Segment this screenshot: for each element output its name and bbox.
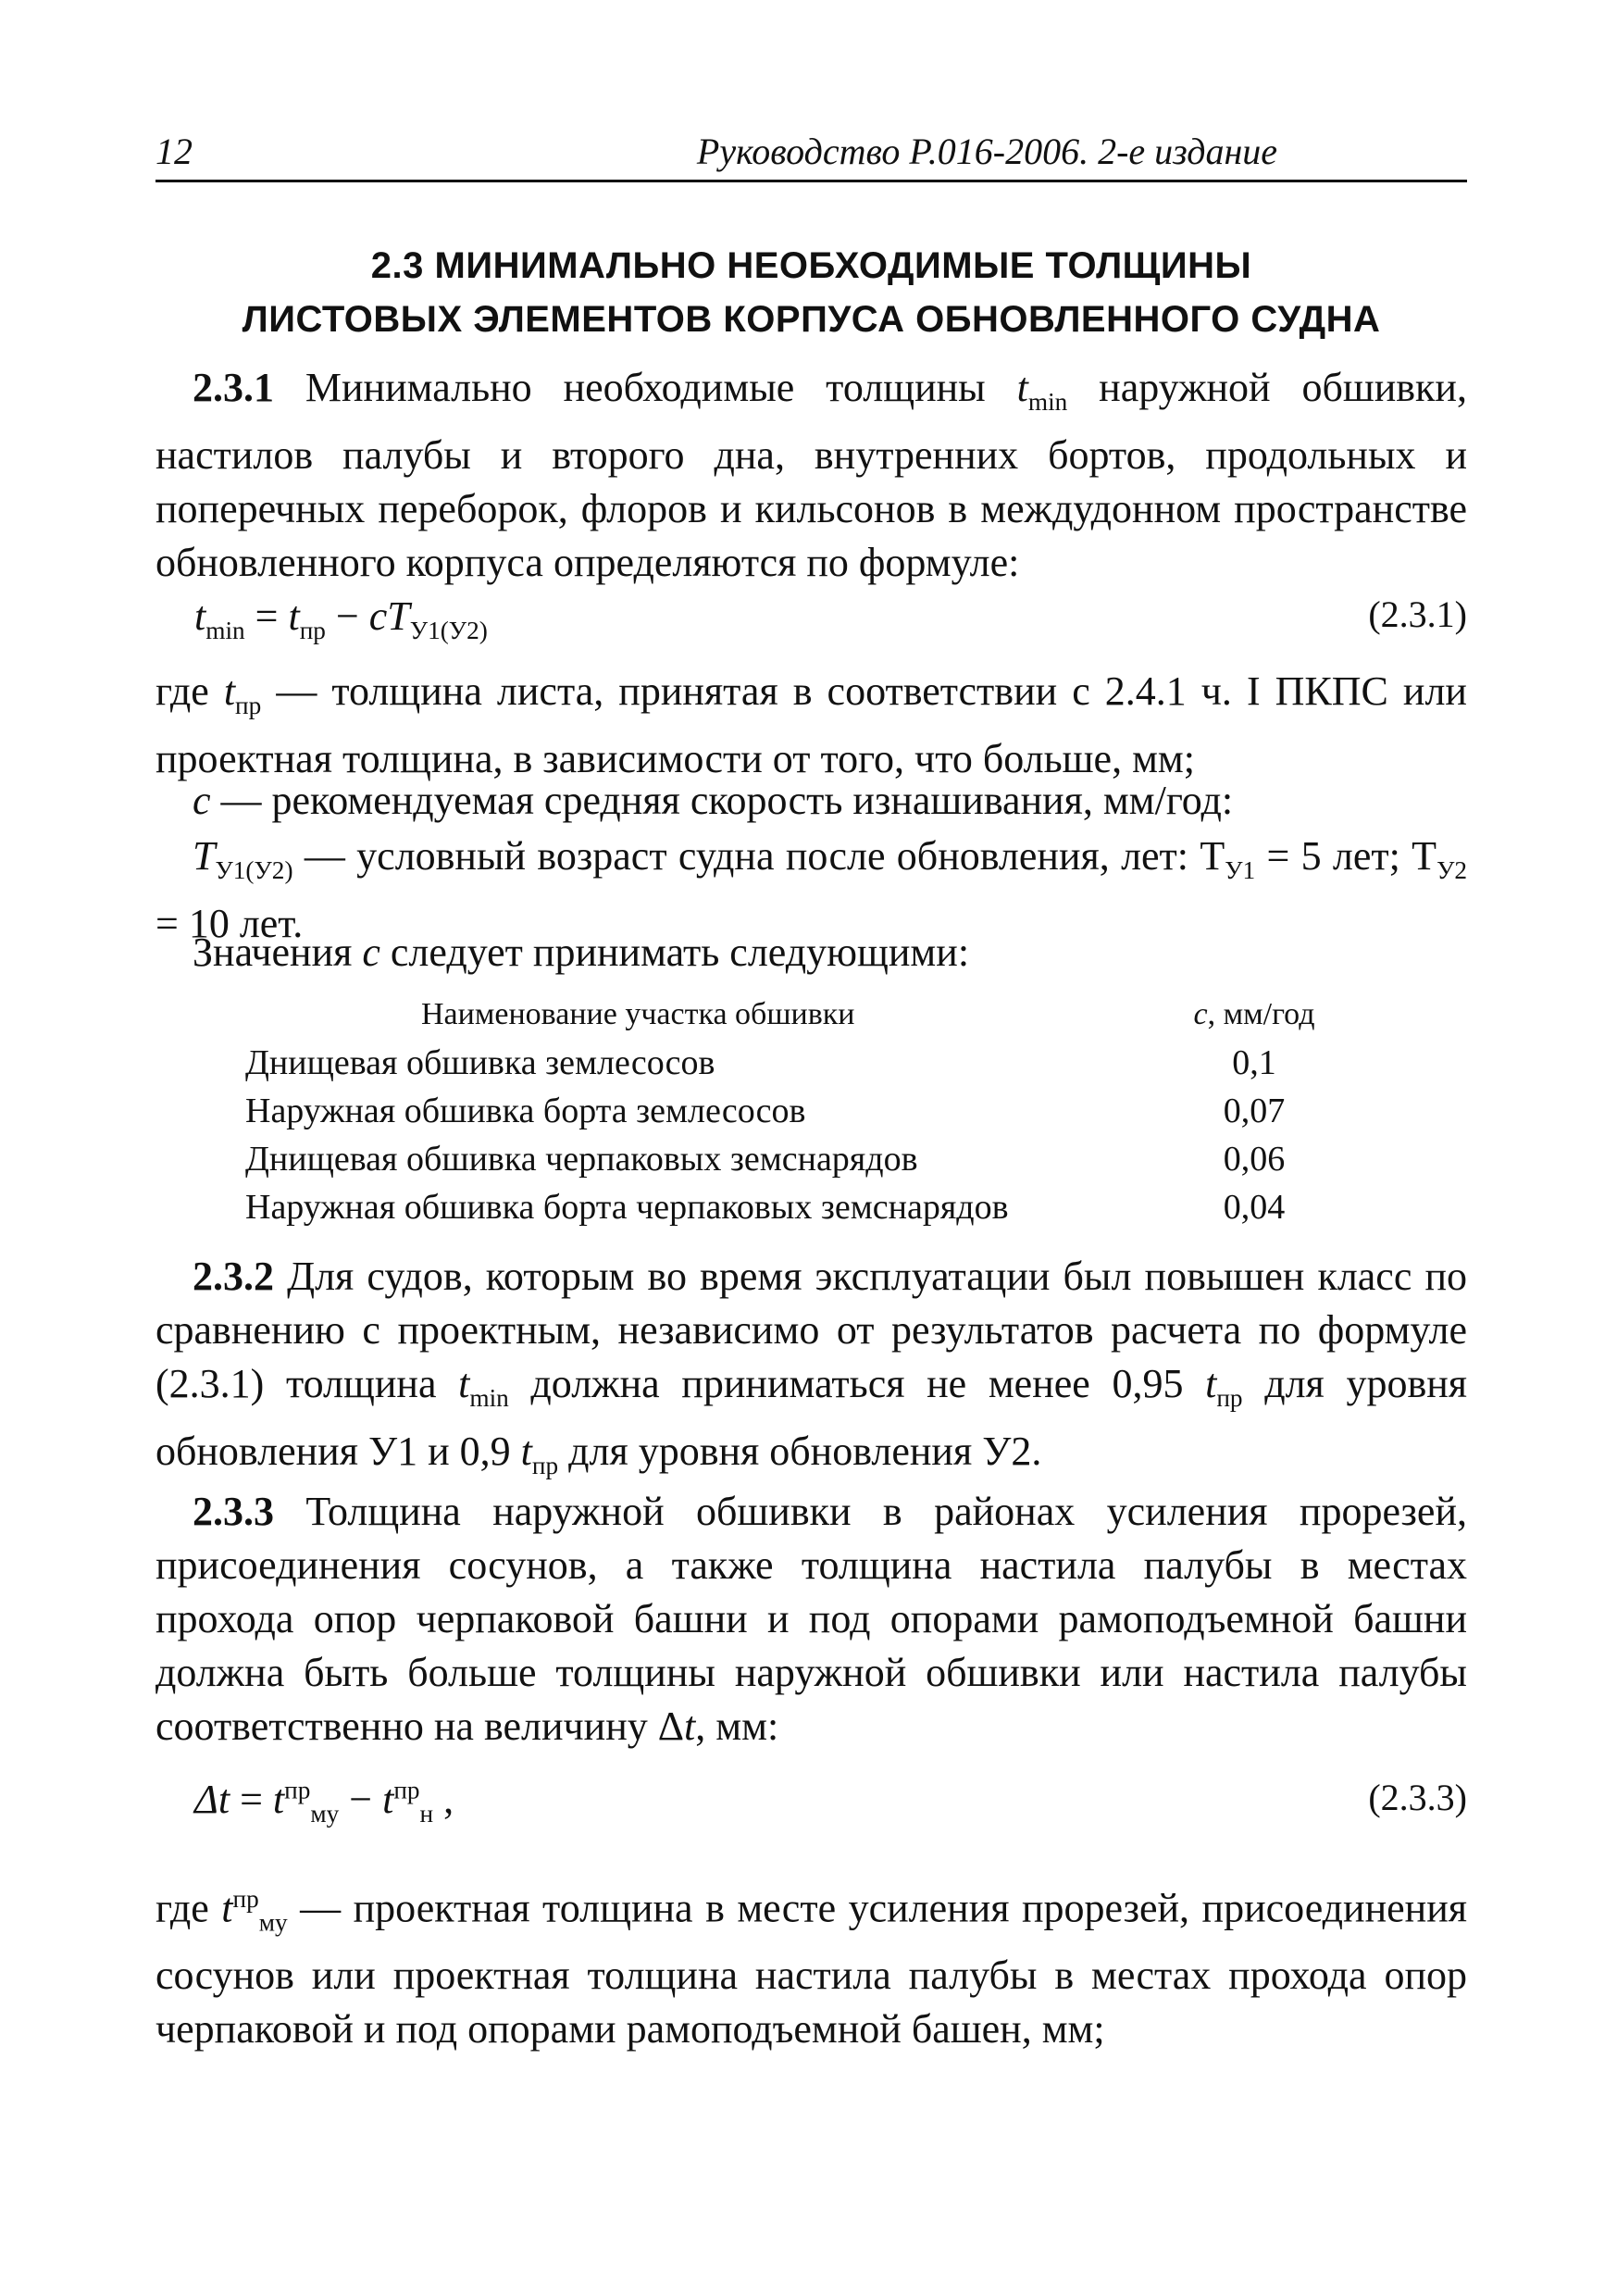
row-value: 0,04 [1223, 1188, 1286, 1227]
running-header [155, 130, 1467, 185]
column-header-name: Наименование участка обшивки [421, 997, 855, 1031]
row-name: Наружная обшивка борта землесосов [245, 1092, 806, 1130]
table-row [245, 1135, 1337, 1183]
values-intro: Значения c следует принимать следующими: [193, 930, 970, 975]
row-value: 0,1 [1232, 1043, 1276, 1082]
formula-2-3-3 [194, 1776, 1467, 1850]
formula-2-3-1 [194, 593, 1467, 657]
table-header [245, 991, 1337, 1039]
row-name: Днищевая обшивка черпаковых земснарядов [245, 1140, 918, 1179]
row-name: Наружная обшивка борта черпаковых земснарядов [245, 1188, 1009, 1227]
equation-number: (2.3.3) [1368, 1777, 1467, 1818]
header-rule [155, 180, 1467, 182]
formula-expression: $t_{min} = t_{пр} - cT_{У1(У2)}$ [194, 593, 488, 644]
variable-subscript: min [1027, 387, 1068, 416]
wear-rate-table [245, 991, 1337, 1231]
clause-number: 2.3.3 [193, 1489, 274, 1534]
running-title: Руководство Р.016-2006. 2-е издание [696, 131, 1278, 172]
row-value: 0,07 [1223, 1092, 1286, 1130]
table-row [245, 1087, 1337, 1135]
paragraph-2-3-2: 2.3.2 Для судов, которым во время эксплуатации был повышен класс по сравнению с проектным, независимо от результатов расчета по формуле (2.3.1) толщина $t_{min}$ должна приниматься не менее 0,95 $t_{пр}$ для уровня обновления У1 и 0,9 $t_{пр}$ для уровня обновления У2. [155, 1254, 1467, 1479]
column-header-value: c, мм/год [1193, 997, 1315, 1031]
definition-c: c — рекомендуемая средняя скорость изнашивания, мм/год: [193, 778, 1234, 823]
paragraph-text: наружной обшивки, настилов палубы и второго дна, внутренних бортов, продольных и поперечных переборок, флоров и кильсонов в междудонном пространстве обновленного корпуса определяются по формуле: [155, 365, 1467, 585]
paragraph-2-3-3: 2.3.3 Толщина наружной обшивки в районах усиления прорезей, присоединения сосунов, а также толщина настила палубы в местах прохода опор черпаковой башни и под опорами рамоподъемной башни должна быть больше толщины наружной обшивки или настила палубы соответственно на величину Δt, мм: [155, 1489, 1467, 1749]
definition-t-pr: где $t_{пр}$ — толщина листа, принятая в соответствии с 2.4.1 ч. I ПКПС или проектная толщина, в зависимости от того, что больше, мм; [155, 668, 1467, 781]
formula-expression: $\Delta t = t^{пр}_{му} - t^{пр}_н$ , [194, 1776, 454, 1828]
section-title-line-1: 2.3 МИНИМАЛЬНО НЕОБХОДИМЫЕ ТОЛЩИНЫ [370, 245, 1252, 286]
page-number: 12 [155, 131, 193, 172]
definition-t-my: где $t^{пр}_{му}$ — проектная толщина в месте усиления прорезей, присоединения сосунов или проектная толщина настила палубы в местах прохода опор черпаковой и под опорами рамоподъемной башен, мм; [155, 1885, 1467, 2053]
table-row [245, 1039, 1337, 1087]
paragraph-2-3-1 [155, 361, 1467, 590]
clause-number: 2.3.1 [193, 365, 274, 410]
row-name: Днищевая обшивка землесосов [245, 1043, 715, 1082]
section-title [155, 239, 1467, 346]
table-row [245, 1183, 1337, 1231]
row-value: 0,06 [1223, 1140, 1286, 1179]
clause-number: 2.3.2 [193, 1254, 274, 1299]
section-title-line-2: ЛИСТОВЫХ ЭЛЕМЕНТОВ КОРПУСА ОБНОВЛЕННОГО СУДНА [242, 299, 1381, 340]
equation-number: (2.3.1) [1368, 593, 1467, 635]
definition-t-age: $T_{У1(У2)}$ — условный возраст судна после обновления, лет: $Т_{У1} = 5$ лет; $Т_{У2} = 10$ лет. [155, 833, 1468, 946]
paragraph-text: Минимально необходимые толщины [274, 365, 1017, 410]
variable-symbol: t [1016, 365, 1028, 410]
